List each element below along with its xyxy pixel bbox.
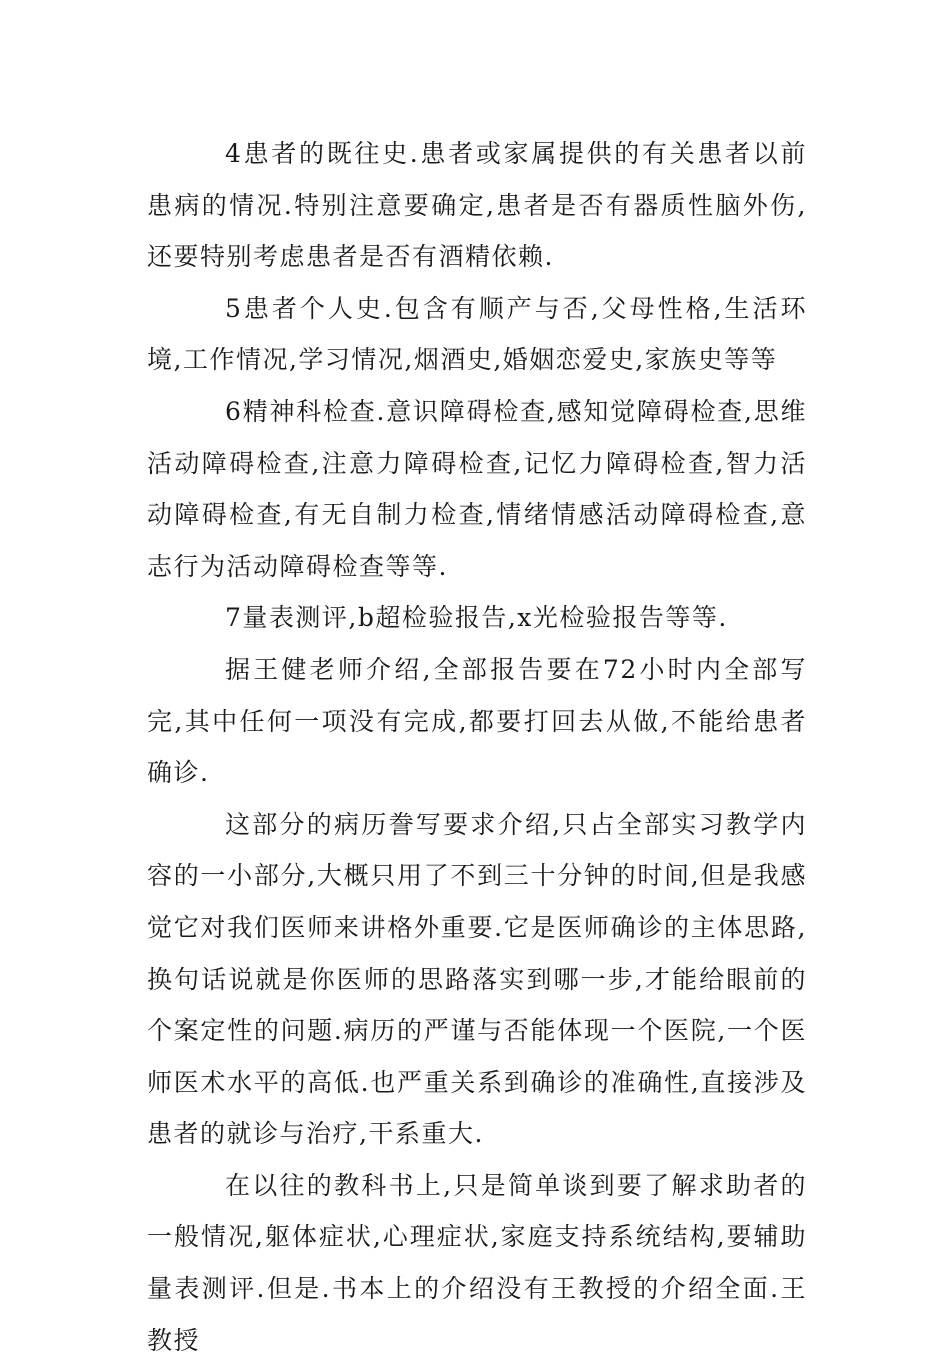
paragraph-textbook-comparison: 在以往的教科书上,只是简单谈到要了解求助者的一般情况,躯体症状,心理症状,家庭支持系统结构,要辅助量表测评.但是.书本上的介绍没有王教授的介绍全面.王教授 <box>147 1170 807 1355</box>
document-body <box>147 128 807 1366</box>
paragraph-past-history: 4患者的既往史.患者或家属提供的有关患者以前患病的情况.特别注意要确定,患者是否有器质性脑外伤,还要特别考虑患者是否有酒精依赖. <box>147 139 807 272</box>
paragraph-report-deadline: 据王健老师介绍,全部报告要在72小时内全部写完,其中任何一项没有完成,都要打回去从做,不能给患者确诊. <box>147 654 807 788</box>
paragraph-record-importance: 这部分的病历誊写要求介绍,只占全部实习教学内容的一小部分,大概只用了不到三十分钟的时间,但是我感觉它对我们医师来讲格外重要.它是医师确诊的主体思路,换句话说就是你医师的思路落实到哪一步,才能给眼前的个案定性的问题.病历的严谨与否能体现一个医院,一个医师医术水平的高低.也严重关系到确诊的准确性,直接涉及患者的就诊与治疗,干系重大. <box>147 809 807 1149</box>
paragraph-scale-assessment: 7量表测评,b超检验报告,x光检验报告等等. <box>225 603 728 633</box>
paragraph-personal-history: 5患者个人史.包含有顺产与否,父母性格,生活环境,工作情况,学习情况,烟酒史,婚姻恋爱史,家族史等等 <box>147 293 807 375</box>
paragraph-psychiatric-exam: 6精神科检查.意识障碍检查,感知觉障碍检查,思维活动障碍检查,注意力障碍检查,记忆力障碍检查,智力活动障碍检查,有无自制力检查,情绪情感活动障碍检查,意志行为活动障碍检查等等. <box>147 396 807 581</box>
